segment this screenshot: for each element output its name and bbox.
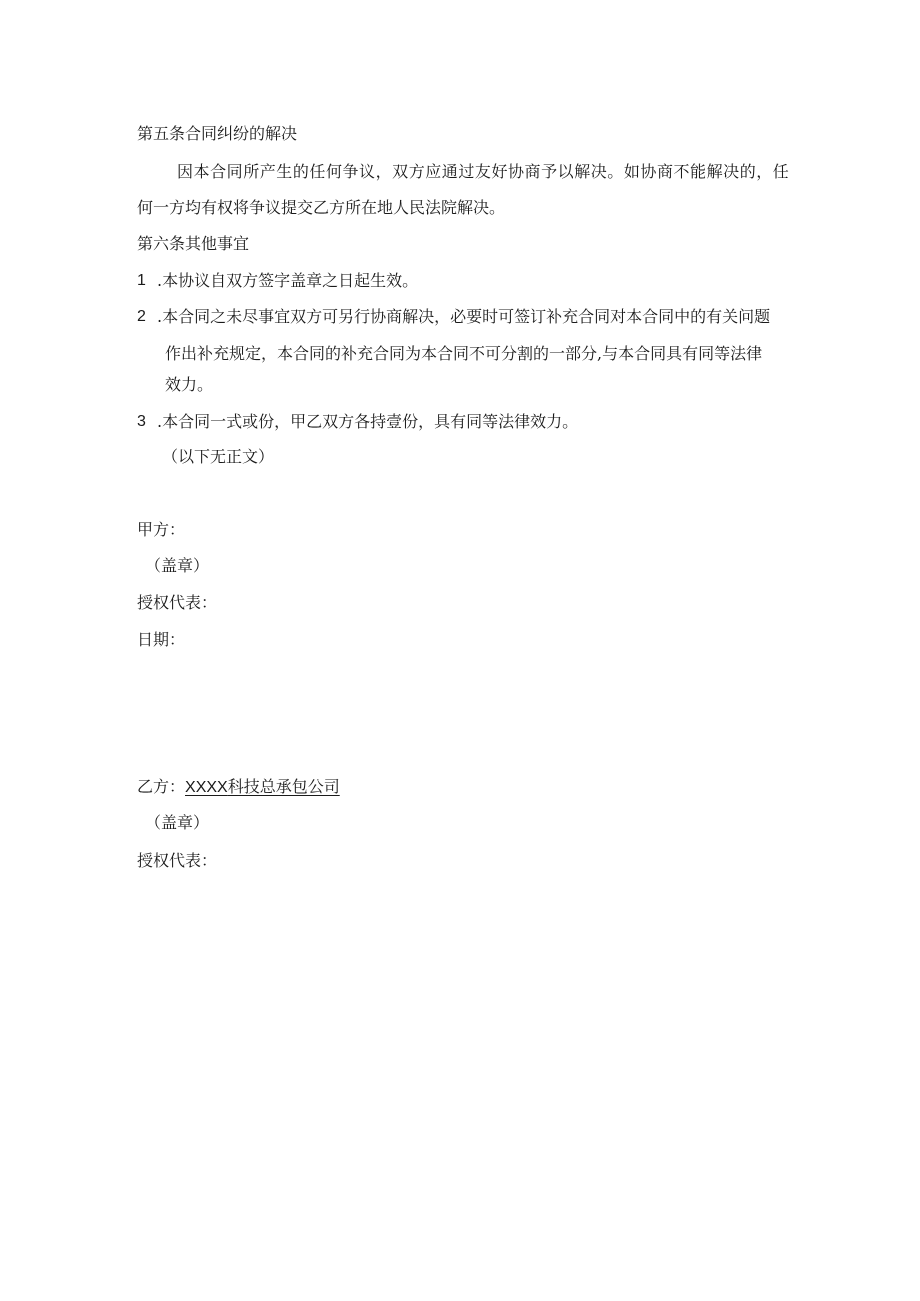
article5-heading: 第五条合同纠纷的解决: [137, 124, 298, 143]
item3-number: 3: [137, 413, 146, 430]
article5-paragraph-line1: 因本合同所产生的任何争议，双方应通过友好协商予以解决。如协商不能解决的，任: [177, 162, 790, 181]
party-b-representative: 授权代表：: [137, 851, 218, 870]
party-b-row: [137, 777, 340, 798]
item1-number: 1: [137, 272, 146, 289]
article5-paragraph-line2: 何一方均有权将争议提交乙方所在地人民法院解决。: [137, 198, 506, 217]
item2-text-line3: 效力。: [165, 375, 214, 394]
item2-number: 2: [137, 308, 146, 325]
party-b-seal: （盖章）: [145, 813, 210, 832]
party-a-label: 甲方：: [137, 520, 186, 539]
party-b-label: 乙方：: [137, 777, 186, 796]
article6-heading: 第六条其他事宜: [137, 234, 250, 253]
party-b-name-rest: 科技总承包公司: [227, 777, 340, 796]
closing-note: （以下无正文）: [162, 447, 275, 466]
party-a-representative: 授权代表：: [137, 593, 218, 612]
party-a-seal: （盖章）: [145, 556, 210, 575]
party-b-company-name: [185, 777, 340, 796]
item2-text-line1: .本合同之未尽事宜双方可另行协商解决，必要时可签订补充合同对本合同中的有关问题: [157, 307, 771, 326]
item2-text-line2: 作出补充规定，本合同的补充合同为本合同不可分割的一部分,与本合同具有同等法律: [165, 344, 763, 363]
item3-text: .本合同一式或份，甲乙双方各持壹份，具有同等法律效力。: [157, 412, 579, 431]
item1-text: .本协议自双方签字盖章之日起生效。: [157, 271, 419, 290]
party-a-date: 日期：: [137, 630, 186, 649]
party-b-name-prefix: XXXX: [185, 779, 228, 796]
